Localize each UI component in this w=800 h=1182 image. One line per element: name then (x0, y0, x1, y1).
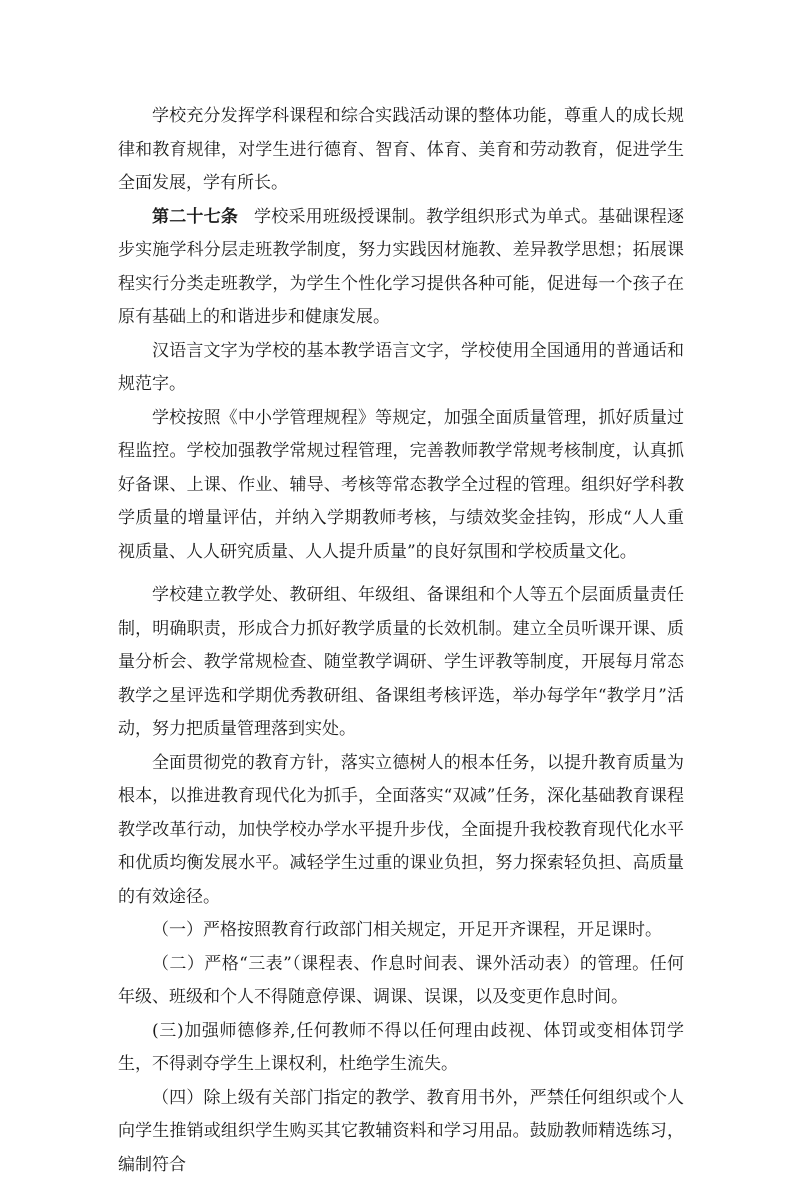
document-body (118, 100, 684, 1182)
list-item-3: (三)加强师德修养,任何教师不得以任何理由歧视、体罚或变相体罚学生，不得剥夺学生上课权利，杜绝学生流失。 (118, 1015, 684, 1082)
paragraph-4: 学校按照《中小学管理规程》等规定，加强全面质量管理，抓好质量过程监控。学校加强教学常规过程管理，完善教师教学常规考核制度，认真抓好备课、上课、作业、辅导、考核等常态教学全过程的管理。组织好学科教学质量的增量评估，并纳入学期教师考核，与绩效奖金挂钩，形成“人人重视质量、人人研究质量、人人提升质量”的良好氛围和学校质量文化。 (118, 402, 684, 570)
list-item-1: （一）严格按照教育行政部门相关规定，开足开齐课程，开足课时。 (118, 914, 684, 948)
paragraph-6: 全面贯彻党的教育方针，落实立德树人的根本任务，以提升教育质量为根本，以推进教育现代化为抓手，全面落实“双减”任务，深化基础教育课程教学改革行动，加快学校办学水平提升步伐，全面提升我校教育现代化水平和优质均衡发展水平。减轻学生过重的课业负担，努力探索轻负担、高质量的有效途径。 (118, 747, 684, 915)
paragraph-1: 学校充分发挥学科课程和综合实践活动课的整体功能，尊重人的成长规律和教育规律，对学生进行德育、智育、体育、美育和劳动教育，促进学生全面发展，学有所长。 (118, 100, 684, 201)
list-item-2: （二）严格“三表”（课程表、作息时间表、课外活动表）的管理。任何年级、班级和个人不得随意停课、调课、误课，以及变更作息时间。 (118, 948, 684, 1015)
list-item-4: （四）除上级有关部门指定的教学、教育用书外，严禁任何组织或个人向学生推销或组织学生购买其它教辅资料和学习用品。鼓励教师精选练习，编制符合 (118, 1082, 684, 1182)
paragraph-5: 学校建立教学处、教研组、年级组、备课组和个人等五个层面质量责任制，明确职责，形成合力抓好教学质量的长效机制。建立全员听课开课、质量分析会、教学常规检查、随堂教学调研、学生评教等制度，开展每月常态教学之星评选和学期优秀教研组、备课组考核评选，举办每学年“教学月”活动，努力把质量管理落到实处。 (118, 579, 684, 747)
paragraph-3: 汉语言文字为学校的基本教学语言文字，学校使用全国通用的普通话和规范字。 (118, 335, 684, 402)
paragraph-article-27: 第二十七条 学校采用班级授课制。教学组织形式为单式。基础课程逐步实施学科分层走班教学制度，努力实践因材施教、差异教学思想；拓展课程实行分类走班教学，为学生个性化学习提供各种可能，促进每一个孩子在原有基础上的和谐进步和健康发展。 (118, 201, 684, 335)
article-label: 第二十七条 (152, 207, 238, 227)
